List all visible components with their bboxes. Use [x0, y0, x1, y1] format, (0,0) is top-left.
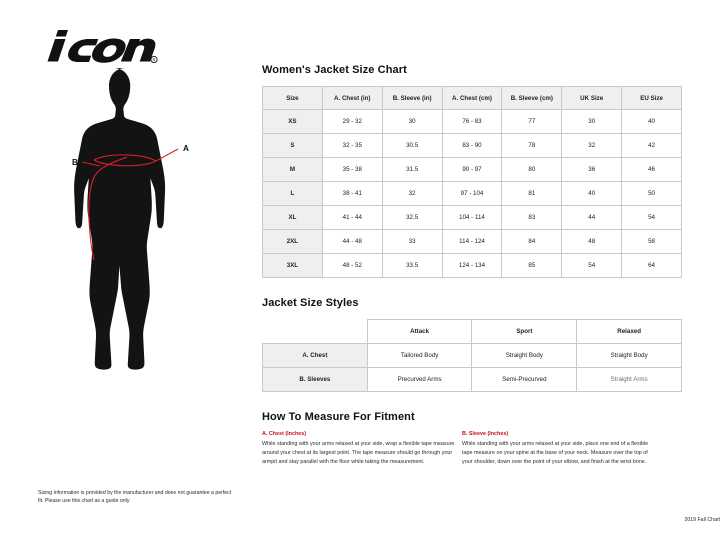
col-chest-in: A. Chest (in) [322, 87, 382, 110]
cell-relaxed: Straight Body [577, 344, 682, 368]
cell-size: L [263, 182, 323, 206]
cell-chest-in: 38 - 41 [322, 182, 382, 206]
cell-uk: 40 [562, 182, 622, 206]
cell-sleeve-cm: 84 [502, 230, 562, 254]
cell-uk: 30 [562, 110, 622, 134]
styles-col-blank [263, 320, 368, 344]
table-row [263, 182, 682, 206]
cell-sleeve-cm: 83 [502, 206, 562, 230]
cell-relaxed: Straight Arms [577, 368, 682, 392]
left-panel [0, 0, 248, 540]
cell-uk: 54 [562, 254, 622, 278]
fitment-title: How To Measure For Fitment [262, 411, 415, 423]
table-row [263, 254, 682, 278]
cell-sleeve-in: 31.5 [382, 158, 442, 182]
size-chart-title: Women's Jacket Size Chart [262, 64, 407, 76]
size-chart-table [262, 86, 682, 278]
cell-sleeve-cm: 80 [502, 158, 562, 182]
cell-chest-cm: 83 - 90 [442, 134, 502, 158]
cell-eu: 54 [622, 206, 682, 230]
cell-sport: Straight Body [472, 344, 577, 368]
cell-attack: Precurved Arms [367, 368, 472, 392]
right-panel [262, 0, 720, 540]
cell-sleeve-cm: 81 [502, 182, 562, 206]
cell-sleeve-cm: 78 [502, 134, 562, 158]
styles-col-attack: Attack [367, 320, 472, 344]
svg-text:R: R [152, 57, 156, 63]
table-row [263, 344, 682, 368]
styles-col-sport: Sport [472, 320, 577, 344]
fitment-chest-heading: A. Chest (Inches) [262, 431, 307, 437]
col-chest-cm: A. Chest (cm) [442, 87, 502, 110]
cell-chest-in: 29 - 32 [322, 110, 382, 134]
disclaimer-text: Sizing information is provided by the manufacturer and does not guarantee a perfect fit. Please use this chart as a guide only [38, 490, 232, 505]
cell-size: S [263, 134, 323, 158]
cell-eu: 58 [622, 230, 682, 254]
cell-uk: 44 [562, 206, 622, 230]
cell-sleeve-in: 30.5 [382, 134, 442, 158]
col-eu-size: EU Size [622, 87, 682, 110]
table-row [263, 368, 682, 392]
table-header-row [263, 87, 682, 110]
fitment-sleeve-heading: B. Sleeve (Inches) [462, 431, 509, 437]
cell-eu: 46 [622, 158, 682, 182]
table-row [263, 206, 682, 230]
cell-chest-cm: 124 - 134 [442, 254, 502, 278]
cell-chest-cm: 76 - 83 [442, 110, 502, 134]
cell-size: 3XL [263, 254, 323, 278]
jacket-styles-table [262, 319, 682, 392]
styles-header-row [263, 320, 682, 344]
cell-chest-in: 35 - 38 [322, 158, 382, 182]
fitment-sleeve-block [462, 430, 658, 467]
cell-chest-cm: 114 - 124 [442, 230, 502, 254]
cell-sleeve-cm: 85 [502, 254, 562, 278]
footer-note: 2019 Fall Chart [684, 517, 720, 523]
female-figure-diagram [30, 62, 245, 482]
cell-chest-in: 48 - 52 [322, 254, 382, 278]
col-sleeve-cm: B. Sleeve (cm) [502, 87, 562, 110]
callout-label-a: A [183, 144, 189, 153]
table-row [263, 158, 682, 182]
cell-size: 2XL [263, 230, 323, 254]
cell-eu: 64 [622, 254, 682, 278]
col-size: Size [263, 87, 323, 110]
cell-chest-in: 32 - 35 [322, 134, 382, 158]
table-row [263, 230, 682, 254]
cell-chest-cm: 104 - 114 [442, 206, 502, 230]
cell-uk: 48 [562, 230, 622, 254]
table-row [263, 134, 682, 158]
cell-row-label: A. Chest [263, 344, 368, 368]
cell-chest-in: 41 - 44 [322, 206, 382, 230]
callout-label-b: B [72, 158, 78, 167]
styles-title: Jacket Size Styles [262, 297, 359, 309]
cell-sleeve-in: 32.5 [382, 206, 442, 230]
cell-sleeve-in: 33 [382, 230, 442, 254]
cell-chest-in: 44 - 48 [322, 230, 382, 254]
fitment-chest-block [262, 430, 458, 467]
col-uk-size: UK Size [562, 87, 622, 110]
cell-sleeve-cm: 77 [502, 110, 562, 134]
cell-chest-cm: 90 - 97 [442, 158, 502, 182]
cell-uk: 36 [562, 158, 622, 182]
col-sleeve-in: B. Sleeve (in) [382, 87, 442, 110]
cell-size: M [263, 158, 323, 182]
cell-chest-cm: 97 - 104 [442, 182, 502, 206]
cell-uk: 32 [562, 134, 622, 158]
icon-logo [38, 28, 158, 66]
cell-sleeve-in: 32 [382, 182, 442, 206]
cell-eu: 50 [622, 182, 682, 206]
cell-eu: 40 [622, 110, 682, 134]
cell-sleeve-in: 30 [382, 110, 442, 134]
cell-eu: 42 [622, 134, 682, 158]
table-row [263, 110, 682, 134]
cell-size: XL [263, 206, 323, 230]
cell-size: XS [263, 110, 323, 134]
fitment-sleeve-body: While standing with your arms relaxed at your side, place one end of a flexible tape measure on your spine at the base of your neck. Measure over the top of your shoulder, down over the point of your elbow, and finish at the wrist bone. [462, 441, 649, 466]
cell-sleeve-in: 33.5 [382, 254, 442, 278]
cell-row-label: B. Sleeves [263, 368, 368, 392]
cell-sport: Semi-Precurved [472, 368, 577, 392]
cell-attack: Tailored Body [367, 344, 472, 368]
fitment-chest-body: While standing with your arms relaxed at your side, wrap a flexible tape measure around your chest at its largest point. The tape measure should go through your armpit and stay parallel with the floor while taking the measurement. [262, 441, 455, 466]
styles-col-relaxed: Relaxed [577, 320, 682, 344]
